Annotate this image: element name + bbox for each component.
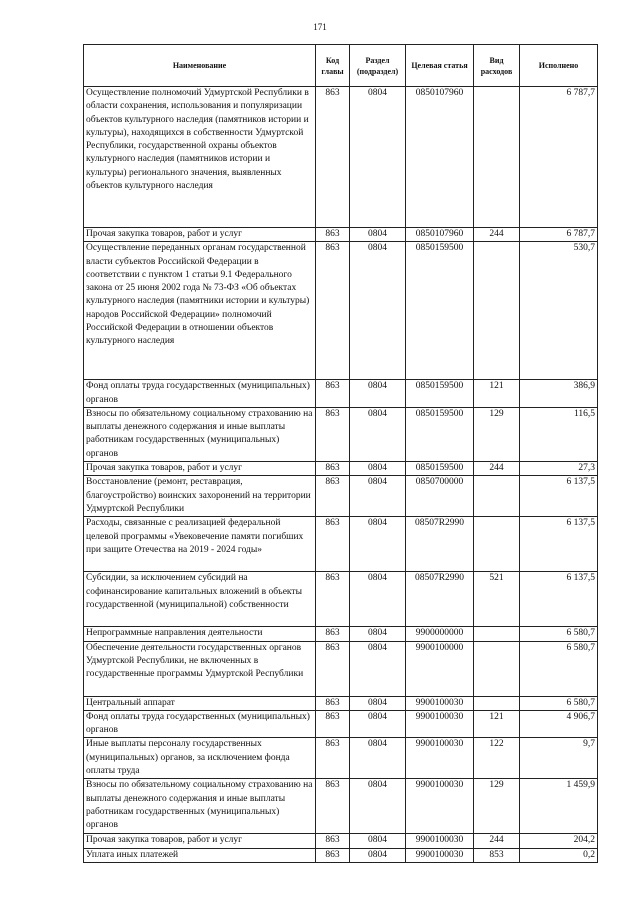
cell-section: 0804 [350, 517, 406, 572]
cell-name: Осуществление переданных органам государственной власти субъектов Российской Федерации в соответствии с пунктом 1 статьи 9.1 Федерального закона от 25 июня 2002 года № 73-ФЗ «Об объектах культурного наследия (памятники истории и культуры) народов Российской Федерации» полномочий Российской Федерации в отношении объектов культурного наследия [84, 242, 316, 380]
cell-executed: 1 459,9 [520, 779, 598, 834]
table-row [84, 627, 598, 641]
cell-target: 9900100030 [406, 696, 474, 710]
cell-executed: 6 787,7 [520, 228, 598, 242]
cell-section: 0804 [350, 848, 406, 862]
header-executed: Исполнено [520, 45, 598, 87]
cell-target: 0850159500 [406, 380, 474, 408]
cell-section: 0804 [350, 380, 406, 408]
table-row [84, 572, 598, 627]
table-row [84, 242, 598, 380]
cell-name: Прочая закупка товаров, работ и услуг [84, 228, 316, 242]
table-row [84, 407, 598, 461]
cell-type: 122 [474, 738, 520, 779]
cell-type [474, 476, 520, 517]
cell-code: 863 [316, 242, 350, 380]
page-number: 171 [313, 22, 327, 32]
table-row [84, 738, 598, 779]
cell-type: 121 [474, 710, 520, 738]
cell-executed: 6 137,5 [520, 476, 598, 517]
cell-target: 0850159500 [406, 407, 474, 461]
cell-section: 0804 [350, 462, 406, 476]
table-row [84, 696, 598, 710]
header-section: Раздел (подраздел) [350, 45, 406, 87]
cell-section: 0804 [350, 641, 406, 696]
cell-executed: 386,9 [520, 380, 598, 408]
cell-section: 0804 [350, 834, 406, 848]
cell-section: 0804 [350, 572, 406, 627]
table-row [84, 380, 598, 408]
cell-code: 863 [316, 641, 350, 696]
cell-code: 863 [316, 696, 350, 710]
cell-code: 863 [316, 738, 350, 779]
cell-type: 121 [474, 380, 520, 408]
cell-name: Восстановление (ремонт, реставрация, благоустройство) воинских захоронений на территории Удмуртской Республики [84, 476, 316, 517]
cell-code: 863 [316, 779, 350, 834]
cell-type: 244 [474, 462, 520, 476]
cell-name: Фонд оплаты труда государственных (муниципальных) органов [84, 380, 316, 408]
cell-type: 129 [474, 407, 520, 461]
table-row [84, 848, 598, 862]
table-row [84, 834, 598, 848]
cell-type [474, 641, 520, 696]
table-row [84, 476, 598, 517]
header-code: Код главы [316, 45, 350, 87]
table-row [84, 641, 598, 696]
header-target: Целевая статья [406, 45, 474, 87]
cell-type: 853 [474, 848, 520, 862]
cell-target: 0850159500 [406, 462, 474, 476]
table-row [84, 228, 598, 242]
cell-name: Прочая закупка товаров, работ и услуг [84, 462, 316, 476]
cell-target: 9900000000 [406, 627, 474, 641]
cell-executed: 0,2 [520, 848, 598, 862]
cell-code: 863 [316, 834, 350, 848]
cell-section: 0804 [350, 696, 406, 710]
cell-name: Обеспечение деятельности государственных органов Удмуртской Республики, не включенных в государственные программы Удмуртской Республики [84, 641, 316, 696]
header-type: Вид расходов [474, 45, 520, 87]
cell-executed: 6 580,7 [520, 627, 598, 641]
table-row [84, 87, 598, 228]
cell-section: 0804 [350, 476, 406, 517]
table-header-row [84, 45, 598, 87]
cell-target: 9900100030 [406, 738, 474, 779]
cell-code: 863 [316, 572, 350, 627]
cell-target: 9900100000 [406, 641, 474, 696]
cell-code: 863 [316, 710, 350, 738]
table-row [84, 710, 598, 738]
cell-target: 9900100030 [406, 834, 474, 848]
cell-code: 863 [316, 476, 350, 517]
cell-executed: 6 787,7 [520, 87, 598, 228]
cell-executed: 204,2 [520, 834, 598, 848]
cell-type [474, 242, 520, 380]
cell-section: 0804 [350, 228, 406, 242]
cell-section: 0804 [350, 242, 406, 380]
cell-target: 9900100030 [406, 710, 474, 738]
cell-name: Прочая закупка товаров, работ и услуг [84, 834, 316, 848]
cell-section: 0804 [350, 407, 406, 461]
cell-target: 0850700000 [406, 476, 474, 517]
cell-code: 863 [316, 380, 350, 408]
budget-table [83, 44, 598, 863]
cell-name: Фонд оплаты труда государственных (муниципальных) органов [84, 710, 316, 738]
table-row [84, 462, 598, 476]
cell-section: 0804 [350, 627, 406, 641]
cell-executed: 27,3 [520, 462, 598, 476]
cell-type: 129 [474, 779, 520, 834]
cell-name: Центральный аппарат [84, 696, 316, 710]
cell-executed: 530,7 [520, 242, 598, 380]
cell-code: 863 [316, 228, 350, 242]
cell-name: Расходы, связанные с реализацией федеральной целевой программы «Увековечение памяти погибших при защите Отечества на 2019 - 2024 годы» [84, 517, 316, 572]
table-row [84, 779, 598, 834]
cell-target: 0850107960 [406, 87, 474, 228]
cell-executed: 6 580,7 [520, 641, 598, 696]
cell-type [474, 87, 520, 228]
cell-type [474, 696, 520, 710]
cell-target: 9900100030 [406, 779, 474, 834]
cell-section: 0804 [350, 710, 406, 738]
cell-section: 0804 [350, 87, 406, 228]
cell-name: Уплата иных платежей [84, 848, 316, 862]
table-row [84, 517, 598, 572]
cell-target: 0850107960 [406, 228, 474, 242]
cell-name: Взносы по обязательному социальному страхованию на выплаты денежного содержания и иные выплаты работникам государственных (муниципальных) органов [84, 779, 316, 834]
cell-executed: 6 580,7 [520, 696, 598, 710]
cell-name: Взносы по обязательному социальному страхованию на выплаты денежного содержания и иные выплаты работникам государственных (муниципальных) органов [84, 407, 316, 461]
cell-type [474, 627, 520, 641]
cell-name: Субсидии, за исключением субсидий на софинансирование капитальных вложений в объекты государственной (муниципальной) собственности [84, 572, 316, 627]
cell-name: Непрограммные направления деятельности [84, 627, 316, 641]
cell-executed: 4 906,7 [520, 710, 598, 738]
cell-code: 863 [316, 627, 350, 641]
cell-type [474, 517, 520, 572]
cell-target: 9900100030 [406, 848, 474, 862]
cell-code: 863 [316, 517, 350, 572]
cell-executed: 6 137,5 [520, 572, 598, 627]
header-name: Наименование [84, 45, 316, 87]
cell-target: 08507R2990 [406, 572, 474, 627]
cell-section: 0804 [350, 779, 406, 834]
cell-target: 0850159500 [406, 242, 474, 380]
table-body [84, 87, 598, 863]
cell-code: 863 [316, 848, 350, 862]
cell-type: 244 [474, 228, 520, 242]
cell-code: 863 [316, 462, 350, 476]
cell-type: 521 [474, 572, 520, 627]
cell-name: Иные выплаты персоналу государственных (муниципальных) органов, за исключением фонда оплаты труда [84, 738, 316, 779]
cell-executed: 6 137,5 [520, 517, 598, 572]
cell-section: 0804 [350, 738, 406, 779]
cell-code: 863 [316, 407, 350, 461]
cell-executed: 116,5 [520, 407, 598, 461]
cell-name: Осуществление полномочий Удмуртской Республики в области сохранения, использования и популяризации объектов культурного наследия (памятников истории и культуры), находящихся в собственности Удмуртской Республики, государственной охраны объектов культурного наследия (памятников истории и культуры) регионального значения, выявленных объектов культурного наследия [84, 87, 316, 228]
cell-code: 863 [316, 87, 350, 228]
cell-target: 08507R2990 [406, 517, 474, 572]
cell-type: 244 [474, 834, 520, 848]
cell-executed: 9,7 [520, 738, 598, 779]
